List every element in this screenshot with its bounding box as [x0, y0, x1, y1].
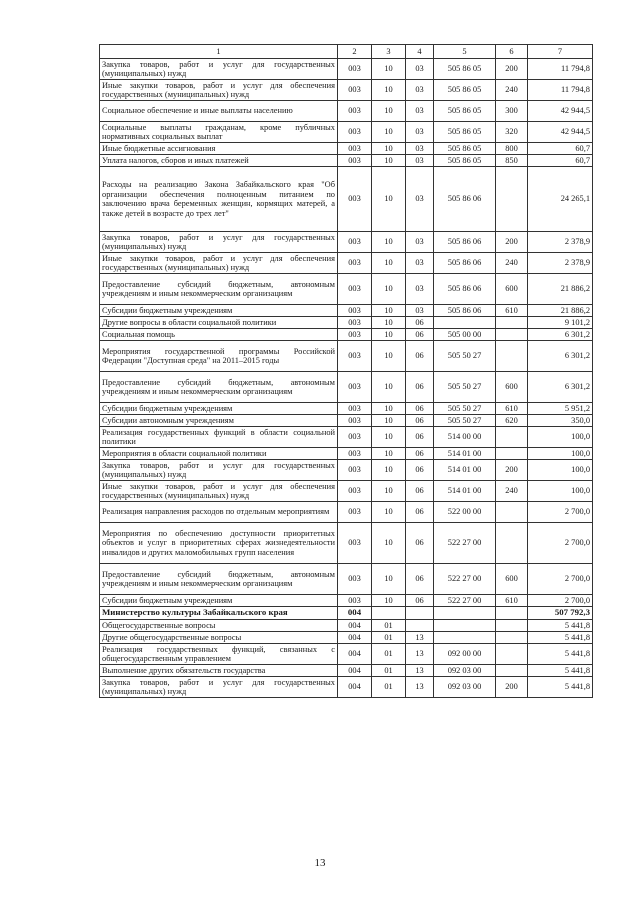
table-row [100, 274, 593, 305]
table-row [100, 644, 593, 665]
target-code-cell: 522 27 00 [434, 564, 496, 595]
amount-cell: 6 301,2 [528, 329, 593, 341]
subsection-code-cell: 06 [406, 317, 434, 329]
subsection-code-cell: 03 [406, 155, 434, 167]
amount-cell: 350,0 [528, 415, 593, 427]
target-code-cell: 505 86 05 [434, 59, 496, 80]
subsection-code-cell: 03 [406, 143, 434, 155]
subsection-code-cell [406, 620, 434, 632]
amount-cell: 5 441,8 [528, 632, 593, 644]
column-header-name: 1 [100, 45, 338, 59]
subsection-code-cell: 03 [406, 305, 434, 317]
section-code-cell: 10 [372, 372, 406, 403]
target-code-cell: 505 50 27 [434, 372, 496, 403]
row-name-cell: Предоставление субсидий бюджетным, автономным учреждениям и иным некоммерческим организациям [100, 274, 338, 305]
section-code-cell: 10 [372, 101, 406, 122]
target-code-cell [434, 632, 496, 644]
subsection-code-cell: 03 [406, 101, 434, 122]
table-row [100, 632, 593, 644]
target-code-cell: 522 00 00 [434, 502, 496, 523]
row-name-cell: Закупка товаров, работ и услуг для государственных (муниципальных) нужд [100, 677, 338, 698]
expense-type-cell [496, 523, 528, 564]
section-code-cell: 01 [372, 677, 406, 698]
target-code-cell: 505 86 06 [434, 274, 496, 305]
column-header-target-code: 5 [434, 45, 496, 59]
dept-code-cell: 003 [338, 415, 372, 427]
expense-type-cell [496, 167, 528, 232]
amount-cell: 5 951,2 [528, 403, 593, 415]
target-code-cell: 505 50 27 [434, 403, 496, 415]
row-name-cell: Социальное обеспечение и иные выплаты населению [100, 101, 338, 122]
expense-type-cell [496, 644, 528, 665]
target-code-cell: 505 86 06 [434, 253, 496, 274]
section-code-cell: 10 [372, 502, 406, 523]
expense-type-cell: 600 [496, 274, 528, 305]
row-name-cell: Иные закупки товаров, работ и услуг для обеспечения государственных (муниципальных) нужд [100, 253, 338, 274]
target-code-cell: 505 50 27 [434, 415, 496, 427]
row-name-cell: Субсидии бюджетным учреждениям [100, 403, 338, 415]
subsection-code-cell: 13 [406, 677, 434, 698]
dept-code-cell: 003 [338, 329, 372, 341]
expense-type-cell: 240 [496, 80, 528, 101]
table-row [100, 677, 593, 698]
expense-type-cell: 200 [496, 460, 528, 481]
section-code-cell: 01 [372, 644, 406, 665]
subsection-code-cell: 03 [406, 122, 434, 143]
target-code-cell [434, 607, 496, 620]
expense-type-cell: 600 [496, 564, 528, 595]
target-code-cell: 505 86 06 [434, 305, 496, 317]
amount-cell: 100,0 [528, 448, 593, 460]
table-row [100, 460, 593, 481]
dept-code-cell: 003 [338, 305, 372, 317]
row-name-cell: Субсидии бюджетным учреждениям [100, 305, 338, 317]
row-name-cell: Расходы на реализацию Закона Забайкальского края "Об организации обеспечения полноценным питанием по заключению врача беременных женщин, кормящих матерей, а также детей в возрасте до трех лет" [100, 167, 338, 232]
dept-code-cell: 003 [338, 155, 372, 167]
expense-type-cell: 200 [496, 677, 528, 698]
expense-type-cell [496, 329, 528, 341]
section-code-cell: 10 [372, 403, 406, 415]
expense-type-cell [496, 607, 528, 620]
table-row [100, 232, 593, 253]
section-code-cell: 10 [372, 253, 406, 274]
expense-type-cell: 200 [496, 59, 528, 80]
target-code-cell: 514 01 00 [434, 481, 496, 502]
dept-code-cell: 004 [338, 620, 372, 632]
table-row [100, 253, 593, 274]
dept-code-cell: 003 [338, 372, 372, 403]
page-number: 13 [314, 857, 326, 869]
column-header-amount: 7 [528, 45, 593, 59]
target-code-cell: 505 86 05 [434, 80, 496, 101]
row-name-cell: Предоставление субсидий бюджетным, автономным учреждениям и иным некоммерческим организациям [100, 372, 338, 403]
section-code-cell [372, 607, 406, 620]
row-name-cell: Уплата налогов, сборов и иных платежей [100, 155, 338, 167]
dept-code-cell: 003 [338, 460, 372, 481]
row-name-cell: Реализация государственных функций, связанных с общегосударственным управлением [100, 644, 338, 665]
expense-type-cell: 620 [496, 415, 528, 427]
expense-type-cell [496, 665, 528, 677]
table-row [100, 101, 593, 122]
expense-type-cell: 320 [496, 122, 528, 143]
budget-table [99, 44, 593, 698]
dept-code-cell: 004 [338, 607, 372, 620]
subsection-code-cell: 06 [406, 427, 434, 448]
amount-cell: 24 265,1 [528, 167, 593, 232]
amount-cell: 60,7 [528, 143, 593, 155]
dept-code-cell: 003 [338, 481, 372, 502]
amount-cell: 2 700,0 [528, 523, 593, 564]
target-code-cell: 514 01 00 [434, 460, 496, 481]
target-code-cell: 514 00 00 [434, 427, 496, 448]
expense-type-cell [496, 632, 528, 644]
table-row [100, 403, 593, 415]
target-code-cell: 092 03 00 [434, 665, 496, 677]
amount-cell: 11 794,8 [528, 59, 593, 80]
subsection-code-cell: 13 [406, 632, 434, 644]
section-code-cell: 10 [372, 427, 406, 448]
section-code-cell: 10 [372, 595, 406, 607]
table-row [100, 502, 593, 523]
dept-code-cell: 003 [338, 448, 372, 460]
row-name-cell: Реализация государственных функций в области социальной политики [100, 427, 338, 448]
expense-type-cell: 850 [496, 155, 528, 167]
row-name-cell: Закупка товаров, работ и услуг для государственных (муниципальных) нужд [100, 59, 338, 80]
column-header-dept: 2 [338, 45, 372, 59]
table-row [100, 329, 593, 341]
dept-code-cell: 003 [338, 403, 372, 415]
table-row [100, 481, 593, 502]
table-row [100, 155, 593, 167]
amount-cell: 2 378,9 [528, 253, 593, 274]
target-code-cell [434, 317, 496, 329]
row-name-cell: Реализация направления расходов по отдельным мероприятиям [100, 502, 338, 523]
column-header-subsection: 4 [406, 45, 434, 59]
dept-code-cell: 004 [338, 644, 372, 665]
section-code-cell: 10 [372, 155, 406, 167]
dept-code-cell: 003 [338, 341, 372, 372]
dept-code-cell: 003 [338, 317, 372, 329]
target-code-cell: 505 86 06 [434, 232, 496, 253]
row-name-cell: Мероприятия государственной программы Российской Федерации "Доступная среда" на 2011–2015 годы [100, 341, 338, 372]
subsection-code-cell: 06 [406, 448, 434, 460]
dept-code-cell: 003 [338, 167, 372, 232]
amount-cell: 6 301,2 [528, 372, 593, 403]
dept-code-cell: 003 [338, 502, 372, 523]
amount-cell: 6 301,2 [528, 341, 593, 372]
expense-type-cell [496, 341, 528, 372]
target-code-cell [434, 620, 496, 632]
subsection-code-cell: 06 [406, 595, 434, 607]
target-code-cell: 522 27 00 [434, 523, 496, 564]
section-code-cell: 10 [372, 274, 406, 305]
row-name-cell: Социальная помощь [100, 329, 338, 341]
table-row [100, 317, 593, 329]
table-row [100, 427, 593, 448]
section-code-cell: 10 [372, 460, 406, 481]
subsection-code-cell: 03 [406, 167, 434, 232]
target-code-cell: 522 27 00 [434, 595, 496, 607]
row-name-cell: Мероприятия в области социальной политики [100, 448, 338, 460]
table-row [100, 607, 593, 620]
section-code-cell: 10 [372, 415, 406, 427]
section-code-cell: 01 [372, 632, 406, 644]
target-code-cell: 505 86 05 [434, 101, 496, 122]
table-row [100, 341, 593, 372]
row-name-cell: Иные бюджетные ассигнования [100, 143, 338, 155]
expense-type-cell [496, 427, 528, 448]
amount-cell: 42 944,5 [528, 122, 593, 143]
amount-cell: 2 700,0 [528, 595, 593, 607]
section-code-cell: 01 [372, 620, 406, 632]
subsection-code-cell: 03 [406, 253, 434, 274]
amount-cell: 21 886,2 [528, 305, 593, 317]
subsection-code-cell: 06 [406, 502, 434, 523]
subsection-code-cell: 03 [406, 59, 434, 80]
section-code-cell: 10 [372, 317, 406, 329]
expense-type-cell: 610 [496, 595, 528, 607]
row-name-cell: Выполнение других обязательств государства [100, 665, 338, 677]
row-name-cell: Другие общегосударственные вопросы [100, 632, 338, 644]
row-name-cell: Предоставление субсидий бюджетным, автономным учреждениям и иным некоммерческим организациям [100, 564, 338, 595]
row-name-cell: Мероприятия по обеспечению доступности приоритетных объектов и услуг в приоритетных сферах жизнедеятельности инвалидов и других маломобильных групп населения [100, 523, 338, 564]
row-name-cell: Закупка товаров, работ и услуг для государственных (муниципальных) нужд [100, 232, 338, 253]
dept-code-cell: 003 [338, 427, 372, 448]
expense-type-cell: 300 [496, 101, 528, 122]
dept-code-cell: 003 [338, 101, 372, 122]
column-header-section: 3 [372, 45, 406, 59]
dept-code-cell: 004 [338, 632, 372, 644]
section-code-cell: 10 [372, 564, 406, 595]
subsection-code-cell: 06 [406, 481, 434, 502]
expense-type-cell: 200 [496, 232, 528, 253]
amount-cell: 42 944,5 [528, 101, 593, 122]
subsection-code-cell: 06 [406, 460, 434, 481]
table-row [100, 415, 593, 427]
subsection-code-cell: 06 [406, 523, 434, 564]
table-row [100, 620, 593, 632]
table-row [100, 305, 593, 317]
row-name-cell: Другие вопросы в области социальной политики [100, 317, 338, 329]
dept-code-cell: 003 [338, 59, 372, 80]
expense-type-cell [496, 502, 528, 523]
table-row [100, 80, 593, 101]
dept-code-cell: 003 [338, 80, 372, 101]
dept-code-cell: 003 [338, 523, 372, 564]
row-name-cell: Общегосударственные вопросы [100, 620, 338, 632]
section-code-cell: 01 [372, 665, 406, 677]
table-row [100, 665, 593, 677]
dept-code-cell: 003 [338, 595, 372, 607]
dept-code-cell: 004 [338, 677, 372, 698]
row-name-cell: Иные закупки товаров, работ и услуг для обеспечения государственных (муниципальных) нужд [100, 481, 338, 502]
dept-code-cell: 004 [338, 665, 372, 677]
section-code-cell: 10 [372, 122, 406, 143]
section-code-cell: 10 [372, 341, 406, 372]
table-row [100, 167, 593, 232]
table-row [100, 122, 593, 143]
subsection-code-cell: 06 [406, 372, 434, 403]
section-code-cell: 10 [372, 523, 406, 564]
expense-type-cell: 610 [496, 305, 528, 317]
row-name-cell: Министерство культуры Забайкальского края [100, 607, 338, 620]
target-code-cell: 505 00 00 [434, 329, 496, 341]
amount-cell: 11 794,8 [528, 80, 593, 101]
subsection-code-cell: 06 [406, 415, 434, 427]
section-code-cell: 10 [372, 329, 406, 341]
target-code-cell: 505 86 05 [434, 143, 496, 155]
target-code-cell: 505 86 05 [434, 155, 496, 167]
amount-cell: 100,0 [528, 460, 593, 481]
expense-type-cell [496, 317, 528, 329]
expense-type-cell: 240 [496, 481, 528, 502]
dept-code-cell: 003 [338, 232, 372, 253]
subsection-code-cell [406, 607, 434, 620]
subsection-code-cell: 03 [406, 232, 434, 253]
section-code-cell: 10 [372, 481, 406, 502]
dept-code-cell: 003 [338, 564, 372, 595]
subsection-code-cell: 06 [406, 329, 434, 341]
section-code-cell: 10 [372, 305, 406, 317]
dept-code-cell: 003 [338, 253, 372, 274]
subsection-code-cell: 03 [406, 274, 434, 305]
subsection-code-cell: 06 [406, 403, 434, 415]
row-name-cell: Субсидии автономным учреждениям [100, 415, 338, 427]
subsection-code-cell: 13 [406, 665, 434, 677]
expense-type-cell: 800 [496, 143, 528, 155]
amount-cell: 5 441,8 [528, 677, 593, 698]
subsection-code-cell: 13 [406, 644, 434, 665]
table-row [100, 448, 593, 460]
dept-code-cell: 003 [338, 274, 372, 305]
amount-cell: 2 700,0 [528, 502, 593, 523]
subsection-code-cell: 06 [406, 341, 434, 372]
section-code-cell: 10 [372, 143, 406, 155]
target-code-cell: 514 01 00 [434, 448, 496, 460]
table-row [100, 143, 593, 155]
target-code-cell: 505 86 06 [434, 167, 496, 232]
section-code-cell: 10 [372, 448, 406, 460]
expense-type-cell: 600 [496, 372, 528, 403]
amount-cell: 21 886,2 [528, 274, 593, 305]
row-name-cell: Субсидии бюджетным учреждениям [100, 595, 338, 607]
table-row [100, 523, 593, 564]
expense-type-cell: 610 [496, 403, 528, 415]
amount-cell: 100,0 [528, 481, 593, 502]
row-name-cell: Социальные выплаты гражданам, кроме публичных нормативных социальных выплат [100, 122, 338, 143]
target-code-cell: 092 00 00 [434, 644, 496, 665]
amount-cell: 2 378,9 [528, 232, 593, 253]
dept-code-cell: 003 [338, 122, 372, 143]
section-code-cell: 10 [372, 59, 406, 80]
amount-cell: 5 441,8 [528, 620, 593, 632]
section-code-cell: 10 [372, 167, 406, 232]
table-row [100, 564, 593, 595]
amount-cell: 5 441,8 [528, 644, 593, 665]
section-code-cell: 10 [372, 232, 406, 253]
row-name-cell: Закупка товаров, работ и услуг для государственных (муниципальных) нужд [100, 460, 338, 481]
target-code-cell: 092 03 00 [434, 677, 496, 698]
column-header-expense-type: 6 [496, 45, 528, 59]
amount-cell: 60,7 [528, 155, 593, 167]
table-row [100, 372, 593, 403]
dept-code-cell: 003 [338, 143, 372, 155]
section-code-cell: 10 [372, 80, 406, 101]
row-name-cell: Иные закупки товаров, работ и услуг для обеспечения государственных (муниципальных) нужд [100, 80, 338, 101]
expense-type-cell [496, 448, 528, 460]
amount-cell: 9 101,2 [528, 317, 593, 329]
amount-cell: 100,0 [528, 427, 593, 448]
table-header-row [100, 45, 593, 59]
expense-type-cell: 240 [496, 253, 528, 274]
target-code-cell: 505 50 27 [434, 341, 496, 372]
amount-cell: 5 441,8 [528, 665, 593, 677]
table-row [100, 59, 593, 80]
table-row [100, 595, 593, 607]
subsection-code-cell: 03 [406, 80, 434, 101]
target-code-cell: 505 86 05 [434, 122, 496, 143]
expense-type-cell [496, 620, 528, 632]
amount-cell: 507 792,3 [528, 607, 593, 620]
amount-cell: 2 700,0 [528, 564, 593, 595]
subsection-code-cell: 06 [406, 564, 434, 595]
